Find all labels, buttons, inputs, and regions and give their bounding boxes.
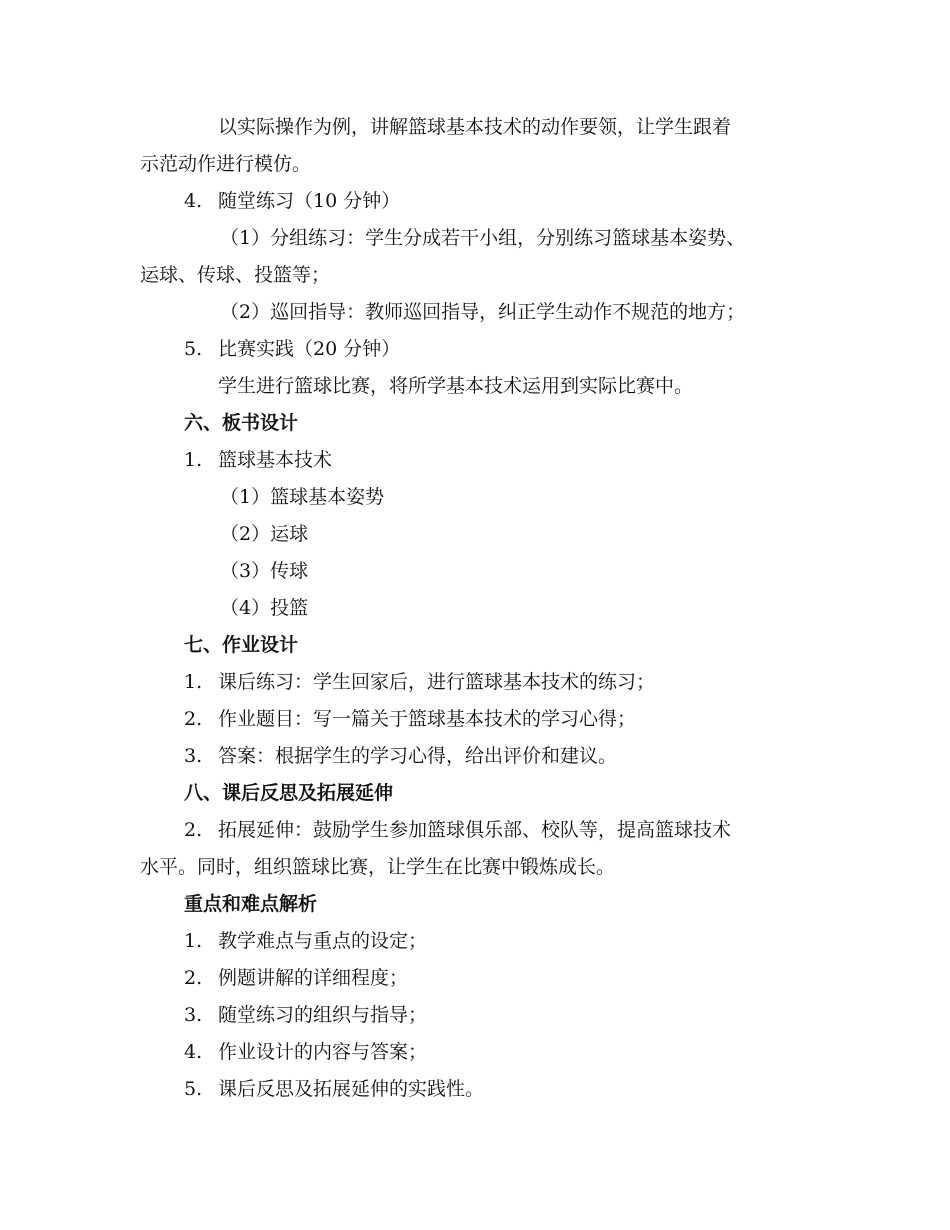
sub-list-item: （4）投篮 — [220, 597, 309, 619]
sub-list-item: （1）篮球基本姿势 — [220, 486, 385, 508]
list-number: 4. — [184, 1041, 203, 1063]
paragraph-line: 学生进行篮球比赛，将所学基本技术运用到实际比赛中。 — [218, 375, 694, 397]
list-number: 1. — [184, 449, 203, 471]
list-item-text: 随堂练习的组织与指导； — [218, 1004, 428, 1026]
paragraph-line: 水平。同时，组织篮球比赛，让学生在比赛中锻炼成长。 — [140, 856, 616, 878]
list-item-text: 答案：根据学生的学习心得，给出评价和建议。 — [218, 745, 618, 767]
list-item — [184, 667, 854, 697]
sub-list-item: （2）运球 — [220, 523, 309, 545]
list-item — [184, 334, 854, 364]
list-item — [184, 704, 854, 734]
sub-list-item: （1）分组练习：学生分成若干小组，分别练习篮球基本姿势、 — [220, 227, 746, 249]
list-item-text: 课后练习：学生回家后，进行篮球基本技术的练习； — [218, 671, 656, 693]
list-number: 2. — [184, 967, 203, 989]
list-number: 3. — [184, 1004, 203, 1026]
list-number: 1. — [184, 671, 203, 693]
list-item-text: 作业设计的内容与答案； — [218, 1041, 428, 1063]
section-heading: 七、作业设计 — [184, 634, 299, 656]
paragraph-line: 运球、传球、投篮等； — [140, 264, 331, 286]
list-item-text: 作业题目：写一篇关于篮球基本技术的学习心得； — [218, 708, 637, 730]
list-item-text: 例题讲解的详细程度； — [218, 967, 409, 989]
section-heading: 六、板书设计 — [184, 412, 299, 434]
paragraph-line: 以实际操作为例，讲解篮球基本技术的动作要领，让学生跟着 — [218, 116, 732, 138]
sub-list-item: （3）传球 — [220, 560, 309, 582]
list-number: 5. — [184, 1078, 203, 1100]
list-item — [184, 186, 854, 216]
section-heading: 重点和难点解析 — [184, 893, 318, 915]
list-item-text: 比赛实践（20 分钟） — [218, 338, 401, 360]
list-number: 5. — [184, 338, 203, 360]
list-number: 2. — [184, 708, 203, 730]
list-item — [184, 815, 854, 845]
paragraph-line: 示范动作进行模仿。 — [140, 153, 312, 175]
list-item — [184, 963, 854, 993]
list-item-text: 课后反思及拓展延伸的实践性。 — [218, 1078, 485, 1100]
section-heading: 八、课后反思及拓展延伸 — [184, 782, 394, 804]
list-item — [184, 445, 854, 475]
list-item — [184, 741, 854, 771]
list-number: 1. — [184, 930, 203, 952]
sub-list-item: （2）巡回指导：教师巡回指导，纠正学生动作不规范的地方； — [220, 301, 746, 323]
list-item-text: 随堂练习（10 分钟） — [218, 190, 401, 212]
list-item-text: 拓展延伸：鼓励学生参加篮球俱乐部、校队等，提高篮球技术 — [218, 819, 732, 841]
list-number: 4. — [184, 190, 203, 212]
list-item — [184, 1074, 854, 1104]
list-item-text: 篮球基本技术 — [218, 449, 333, 471]
list-number: 2. — [184, 819, 203, 841]
list-item-text: 教学难点与重点的设定； — [218, 930, 428, 952]
list-item — [184, 926, 854, 956]
list-item — [184, 1037, 854, 1067]
list-item — [184, 1000, 854, 1030]
list-number: 3. — [184, 745, 203, 767]
